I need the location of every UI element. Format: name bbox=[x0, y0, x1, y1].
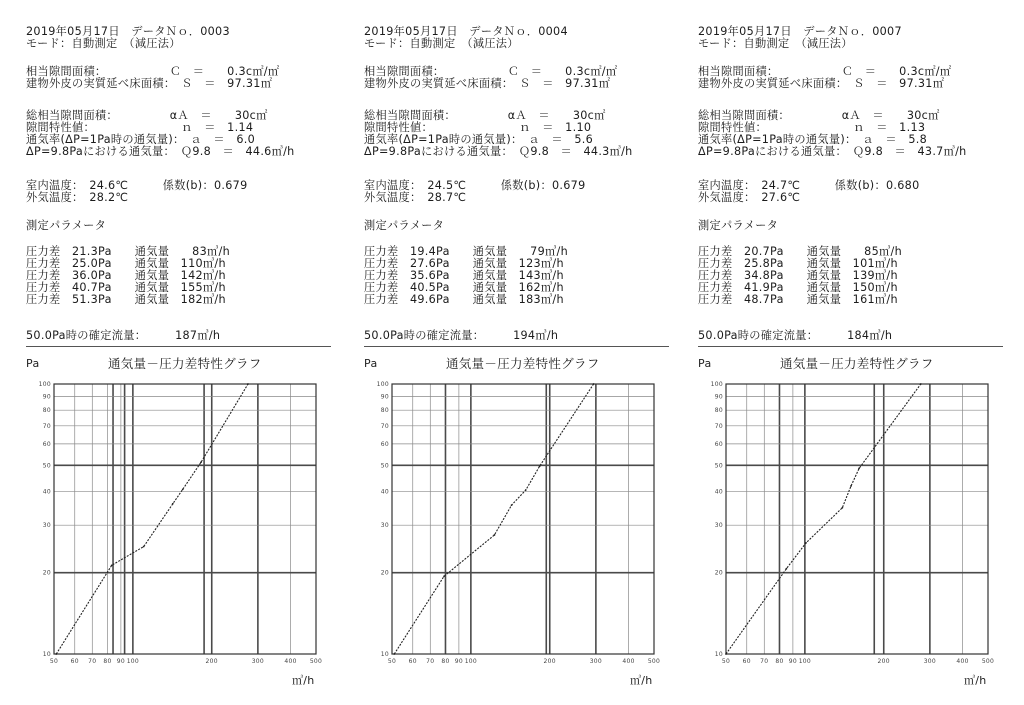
report-sheet-0004 bbox=[364, 0, 684, 705]
y-axis-unit: Pa bbox=[26, 357, 40, 370]
gap-characteristic-line: 隙間特性値： ｎ ＝ 1.14 bbox=[26, 121, 254, 134]
y-tick-label: 90 bbox=[42, 393, 51, 401]
x-tick-label: 70 bbox=[426, 658, 435, 665]
param-row: 圧力差 34.8Pa 通気量 139㎥/h bbox=[698, 269, 898, 282]
y-tick-label: 10 bbox=[42, 651, 51, 658]
x-tick-label: 100 bbox=[798, 658, 812, 665]
air-permeability-line: 通気率(ΔP=1Pa時の通気量)： ａ ＝ 6.0 bbox=[26, 133, 256, 146]
x-tick-label: 60 bbox=[70, 658, 79, 665]
data-point bbox=[539, 465, 541, 467]
x-tick-label: 80 bbox=[775, 658, 784, 665]
x-tick-label: 90 bbox=[454, 658, 464, 665]
x-tick-label: 50 bbox=[387, 658, 397, 665]
data-point bbox=[55, 653, 57, 655]
y-tick-label: 50 bbox=[380, 462, 389, 470]
y-tick-label: 20 bbox=[714, 569, 723, 577]
series-line bbox=[726, 384, 921, 654]
param-row: 圧力差 40.7Pa 通気量 155㎥/h bbox=[26, 281, 226, 294]
y-tick-label: 80 bbox=[42, 407, 51, 415]
param-row: 圧力差 19.4Pa 通気量 79㎥/h bbox=[364, 245, 568, 258]
data-point bbox=[805, 542, 807, 544]
param-row: 圧力差 49.6Pa 通気量 183㎥/h bbox=[364, 293, 564, 306]
x-tick-label: 70 bbox=[760, 658, 769, 665]
x-tick-label: 80 bbox=[441, 658, 450, 665]
y-tick-label: 20 bbox=[42, 569, 51, 577]
equiv-gap-area-line: 相当隙間面積： Ｃ ＝ 0.3c㎡/㎡ bbox=[26, 65, 280, 78]
airflow-pressure-chart bbox=[698, 376, 998, 676]
plot-frame bbox=[726, 384, 988, 654]
x-tick-label: 500 bbox=[647, 658, 661, 665]
outdoor-temp-line: 外気温度： 28.2℃ bbox=[26, 191, 129, 204]
airflow-9-8pa-line: ΔP=9.8Paにおける通気量： Ｑ9.8 ＝ 44.3㎥/h bbox=[364, 145, 633, 158]
y-axis-unit: Pa bbox=[698, 357, 712, 370]
data-point bbox=[525, 489, 527, 491]
airflow-pressure-chart bbox=[26, 376, 326, 676]
x-tick-label: 200 bbox=[543, 658, 556, 665]
x-tick-label: 400 bbox=[284, 658, 297, 665]
param-row: 圧力差 25.0Pa 通気量 110㎥/h bbox=[26, 257, 226, 270]
x-tick-label: 60 bbox=[742, 658, 751, 665]
outdoor-temp-line: 外気温度： 28.7℃ bbox=[364, 191, 467, 204]
x-tick-label: 300 bbox=[923, 658, 937, 665]
data-point bbox=[850, 485, 852, 487]
total-gap-area-line: 総相当隙間面積： αＡ ＝ 30c㎡ bbox=[364, 109, 606, 122]
header-date: 2019年05月17日 データＮｏ．0003 bbox=[26, 25, 230, 38]
air-permeability-line: 通気率(ΔP=1Pa時の通気量)： ａ ＝ 5.6 bbox=[364, 133, 594, 146]
plot-frame bbox=[392, 384, 654, 654]
y-tick-label: 100 bbox=[38, 381, 51, 388]
y-tick-label: 40 bbox=[380, 488, 389, 496]
graph-title: 通気量－圧力差特性グラフ bbox=[108, 356, 262, 371]
confirmed-flow-line: 50.0Pa時の確定流量： 184㎥/h bbox=[698, 329, 893, 342]
data-point bbox=[841, 507, 843, 509]
param-title: 測定パラメータ bbox=[698, 219, 779, 232]
total-gap-area-line: 総相当隙間面積： αＡ ＝ 30c㎡ bbox=[26, 109, 268, 122]
data-point bbox=[200, 461, 202, 463]
data-point bbox=[725, 653, 727, 655]
y-tick-label: 60 bbox=[380, 440, 389, 448]
floor-area-line: 建物外皮の実質延べ床面積： Ｓ ＝ 97.31㎡ bbox=[364, 77, 611, 90]
mode-line: モード：自動測定 （減圧法） bbox=[26, 37, 181, 50]
param-row: 圧力差 21.3Pa 通気量 83㎥/h bbox=[26, 245, 230, 258]
outdoor-temp-line: 外気温度： 27.6℃ bbox=[698, 191, 801, 204]
y-tick-label: 30 bbox=[380, 522, 389, 530]
mode-line: モード：自動測定 （減圧法） bbox=[364, 37, 519, 50]
airflow-9-8pa-line: ΔP=9.8Paにおける通気量： Ｑ9.8 ＝ 44.6㎥/h bbox=[26, 145, 295, 158]
x-tick-label: 200 bbox=[877, 658, 890, 665]
y-tick-label: 70 bbox=[380, 422, 389, 430]
data-point bbox=[858, 467, 860, 469]
indoor-temp-line: 室内温度： 24.7℃ 係数(b)：0.680 bbox=[698, 179, 920, 192]
y-tick-label: 90 bbox=[380, 393, 389, 401]
data-point bbox=[393, 653, 395, 655]
mode-line: モード：自動測定 （減圧法） bbox=[698, 37, 853, 50]
x-axis-unit: ㎥/h bbox=[964, 674, 987, 687]
indoor-temp-line: 室内温度： 24.6℃ 係数(b)：0.679 bbox=[26, 179, 248, 192]
divider bbox=[26, 346, 331, 347]
y-tick-label: 60 bbox=[714, 440, 723, 448]
y-tick-label: 40 bbox=[42, 488, 51, 496]
y-tick-label: 10 bbox=[380, 651, 389, 658]
x-axis-unit: ㎥/h bbox=[630, 674, 653, 687]
param-row: 圧力差 35.6Pa 通気量 143㎥/h bbox=[364, 269, 564, 282]
confirmed-flow-line: 50.0Pa時の確定流量： 187㎥/h bbox=[26, 329, 221, 342]
param-row: 圧力差 25.8Pa 通気量 101㎥/h bbox=[698, 257, 898, 270]
air-permeability-line: 通気率(ΔP=1Pa時の通気量)： ａ ＝ 5.8 bbox=[698, 133, 928, 146]
param-row: 圧力差 27.6Pa 通気量 123㎥/h bbox=[364, 257, 564, 270]
x-tick-label: 300 bbox=[589, 658, 603, 665]
param-title: 測定パラメータ bbox=[26, 219, 107, 232]
param-row: 圧力差 36.0Pa 通気量 142㎥/h bbox=[26, 269, 226, 282]
total-gap-area-line: 総相当隙間面積： αＡ ＝ 30c㎡ bbox=[698, 109, 940, 122]
param-row: 圧力差 51.3Pa 通気量 182㎥/h bbox=[26, 293, 226, 306]
report-sheet-0007 bbox=[698, 0, 1018, 705]
x-tick-label: 500 bbox=[981, 658, 995, 665]
y-tick-label: 70 bbox=[42, 422, 51, 430]
x-tick-label: 200 bbox=[205, 658, 218, 665]
data-point bbox=[247, 383, 249, 385]
x-tick-label: 90 bbox=[788, 658, 798, 665]
airflow-9-8pa-line: ΔP=9.8Paにおける通気量： Ｑ9.8 ＝ 43.7㎥/h bbox=[698, 145, 967, 158]
y-tick-label: 30 bbox=[714, 522, 723, 530]
airflow-pressure-chart bbox=[364, 376, 664, 676]
y-tick-label: 30 bbox=[42, 522, 51, 530]
y-tick-label: 80 bbox=[714, 407, 723, 415]
header-date: 2019年05月17日 データＮｏ．0004 bbox=[364, 25, 568, 38]
param-title: 測定パラメータ bbox=[364, 219, 445, 232]
data-point bbox=[593, 383, 595, 385]
report-sheet-0003 bbox=[26, 0, 346, 705]
data-point bbox=[143, 546, 145, 548]
data-point bbox=[920, 383, 922, 385]
data-point bbox=[182, 489, 184, 491]
x-tick-label: 50 bbox=[721, 658, 731, 665]
x-tick-label: 80 bbox=[103, 658, 112, 665]
x-tick-label: 500 bbox=[309, 658, 323, 665]
gap-characteristic-line: 隙間特性値： ｎ ＝ 1.13 bbox=[698, 121, 926, 134]
data-point bbox=[111, 564, 113, 566]
param-row: 圧力差 20.7Pa 通気量 85㎥/h bbox=[698, 245, 902, 258]
x-tick-label: 300 bbox=[251, 658, 265, 665]
equiv-gap-area-line: 相当隙間面積： Ｃ ＝ 0.3c㎡/㎡ bbox=[698, 65, 952, 78]
y-tick-label: 20 bbox=[380, 569, 389, 577]
y-tick-label: 10 bbox=[714, 651, 723, 658]
x-tick-label: 100 bbox=[464, 658, 478, 665]
series-line bbox=[394, 384, 593, 654]
confirmed-flow-line: 50.0Pa時の確定流量： 194㎥/h bbox=[364, 329, 559, 342]
y-tick-label: 100 bbox=[710, 381, 723, 388]
divider bbox=[698, 346, 1003, 347]
x-axis-unit: ㎥/h bbox=[292, 674, 315, 687]
x-tick-label: 100 bbox=[126, 658, 140, 665]
series-line bbox=[56, 384, 248, 654]
y-tick-label: 100 bbox=[376, 381, 389, 388]
y-tick-label: 40 bbox=[714, 488, 723, 496]
x-tick-label: 400 bbox=[622, 658, 635, 665]
y-tick-label: 60 bbox=[42, 440, 51, 448]
floor-area-line: 建物外皮の実質延べ床面積： Ｓ ＝ 97.31㎡ bbox=[698, 77, 945, 90]
x-tick-label: 70 bbox=[88, 658, 97, 665]
data-point bbox=[785, 568, 787, 570]
y-axis-unit: Pa bbox=[364, 357, 378, 370]
y-tick-label: 50 bbox=[714, 462, 723, 470]
gap-characteristic-line: 隙間特性値： ｎ ＝ 1.10 bbox=[364, 121, 592, 134]
param-row: 圧力差 41.9Pa 通気量 150㎥/h bbox=[698, 281, 898, 294]
floor-area-line: 建物外皮の実質延べ床面積： Ｓ ＝ 97.31㎡ bbox=[26, 77, 273, 90]
y-tick-label: 70 bbox=[714, 422, 723, 430]
x-tick-label: 400 bbox=[956, 658, 969, 665]
graph-title: 通気量－圧力差特性グラフ bbox=[780, 356, 934, 371]
param-row: 圧力差 48.7Pa 通気量 161㎥/h bbox=[698, 293, 898, 306]
graph-title: 通気量－圧力差特性グラフ bbox=[446, 356, 600, 371]
header-date: 2019年05月17日 データＮｏ．0007 bbox=[698, 25, 902, 38]
x-tick-label: 50 bbox=[49, 658, 59, 665]
y-tick-label: 50 bbox=[42, 462, 51, 470]
plot-frame bbox=[54, 384, 316, 654]
divider bbox=[364, 346, 669, 347]
data-point bbox=[494, 534, 496, 536]
param-row: 圧力差 40.5Pa 通気量 162㎥/h bbox=[364, 281, 564, 294]
data-point bbox=[443, 575, 445, 577]
data-point bbox=[172, 503, 174, 505]
equiv-gap-area-line: 相当隙間面積： Ｃ ＝ 0.3c㎡/㎡ bbox=[364, 65, 618, 78]
x-tick-label: 60 bbox=[408, 658, 417, 665]
x-tick-label: 90 bbox=[116, 658, 126, 665]
y-tick-label: 80 bbox=[380, 407, 389, 415]
y-tick-label: 90 bbox=[714, 393, 723, 401]
indoor-temp-line: 室内温度： 24.5℃ 係数(b)：0.679 bbox=[364, 179, 586, 192]
data-point bbox=[511, 504, 513, 506]
